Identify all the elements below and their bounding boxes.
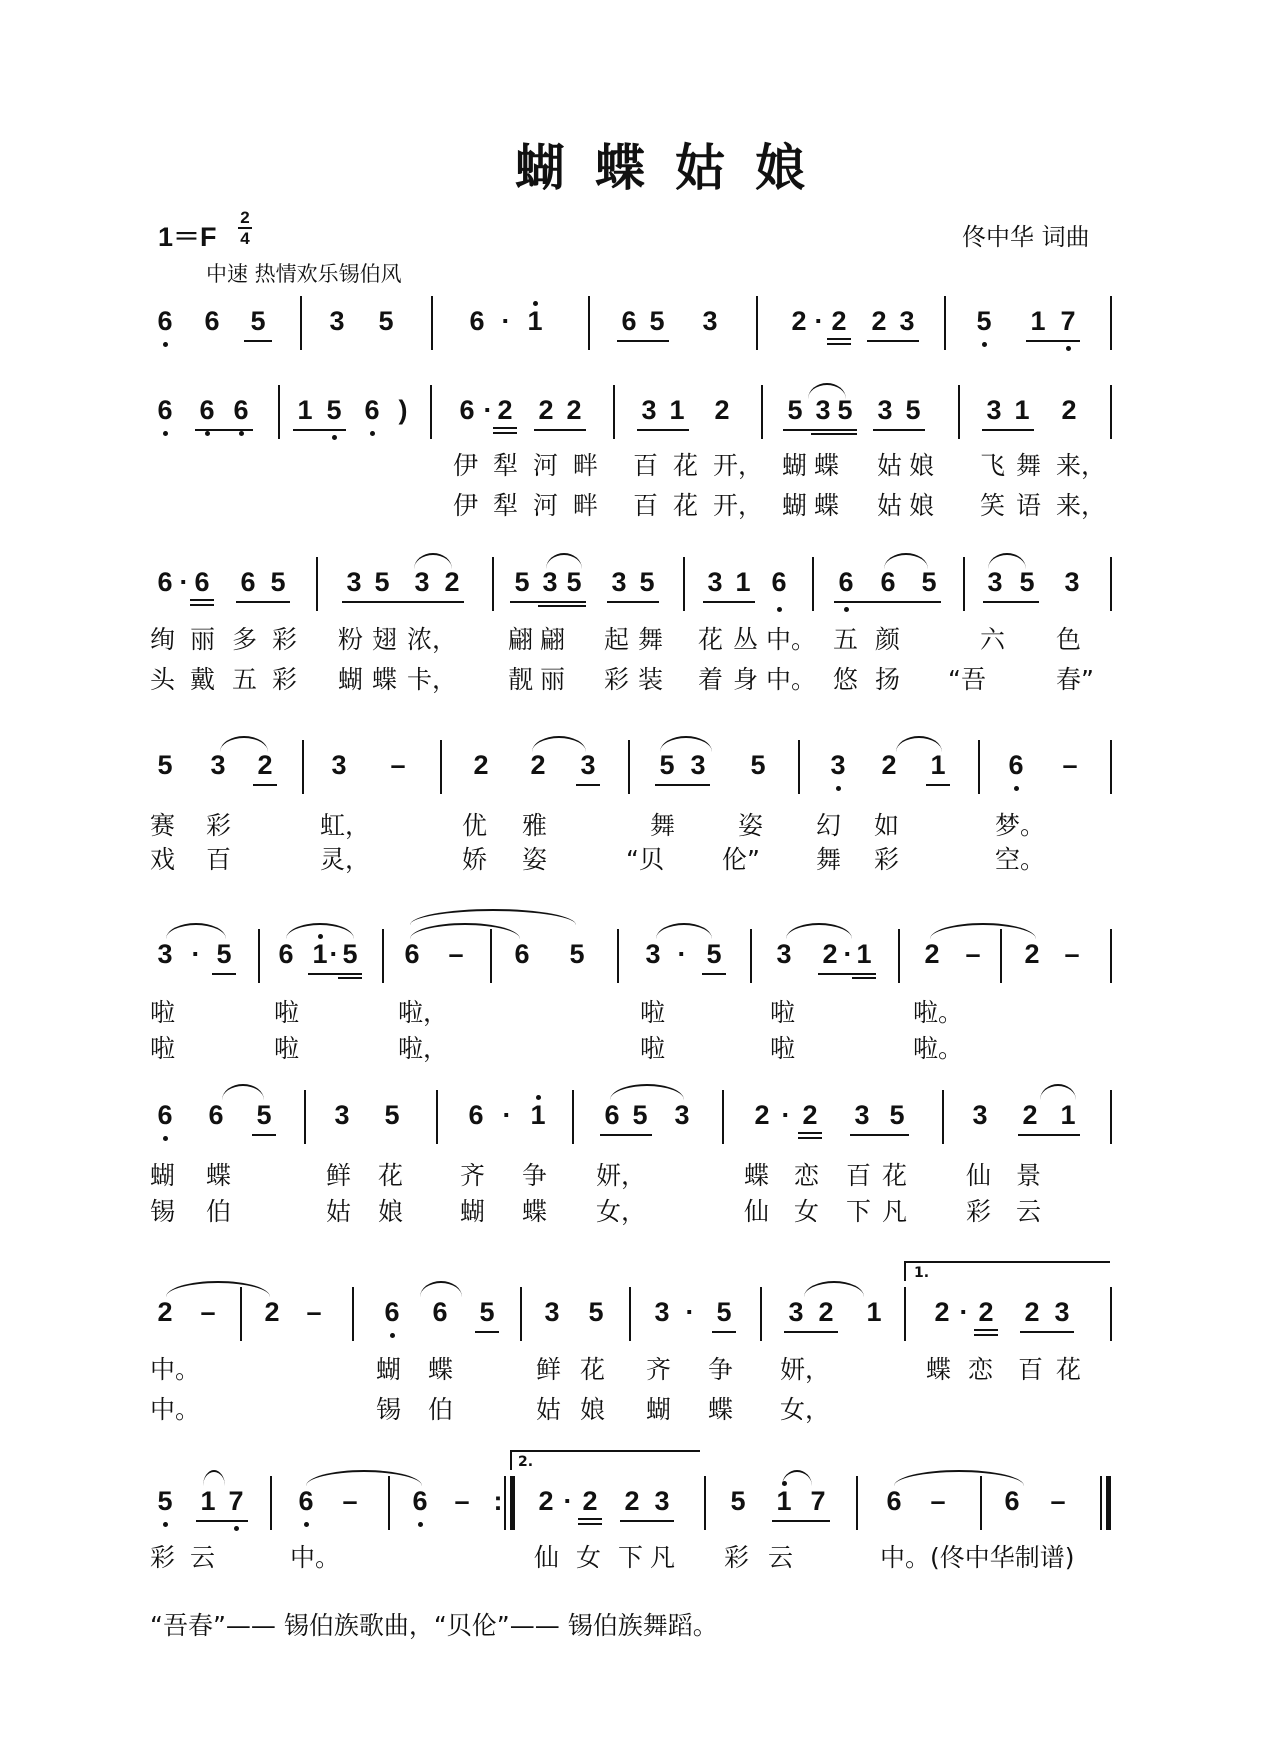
footnote: “吾春”—— 锡伯族歌曲，“贝伦”—— 锡伯族舞蹈。 bbox=[150, 1611, 718, 1640]
meter-bottom: 4 bbox=[240, 229, 250, 248]
notation-line: 6 6 6 1 5 6 ) 6 · 2 2 2 3 1 2 5 3 5 3 5 3 1 2 bbox=[0, 385, 1272, 455]
notation-line: 1. 2 – 2 – 6 6 5 3 5 3 · 5 3 2 1 2 · 2 2 3 bbox=[0, 1287, 1272, 1357]
meter-top: 2 bbox=[240, 208, 250, 227]
notation-line: 6 6 5 3 5 6 · 1 6 5 3 2 · 2 3 5 3 2 1 bbox=[0, 1090, 1272, 1160]
tempo-marking: 中速 热情欢乐锡伯风 bbox=[206, 262, 402, 286]
author-credit: 佟中华 词曲 bbox=[962, 223, 1090, 251]
time-signature bbox=[238, 209, 252, 247]
notation-line: 5 3 2 3 – 2 2 3 5 3 5 3 2 1 6 – bbox=[0, 740, 1272, 810]
volta-1: 1. bbox=[914, 1265, 930, 1281]
notation-line: 2. 5 1 7 6 – 6 – : 2 · 2 2 3 5 1 7 6 – 6 – bbox=[0, 1476, 1272, 1546]
volta-2: 2. bbox=[518, 1454, 534, 1470]
notation-line: 3 · 5 6 1 · 5 6 – 6 5 3 · 5 3 2 · 1 2 – 2 – bbox=[0, 929, 1272, 999]
key-signature: 1＝F bbox=[158, 222, 217, 252]
notation-line: 6 · 6 6 5 3 5 3 2 5 3 5 3 5 3 1 6 6 6 5 3 5 3 bbox=[0, 557, 1272, 627]
song-title: 蝴蝶姑娘 bbox=[515, 138, 835, 197]
notation-line: 6 6 5 3 5 6 · 1 6 5 3 2 · 2 2 3 5 1 7 bbox=[0, 296, 1272, 366]
